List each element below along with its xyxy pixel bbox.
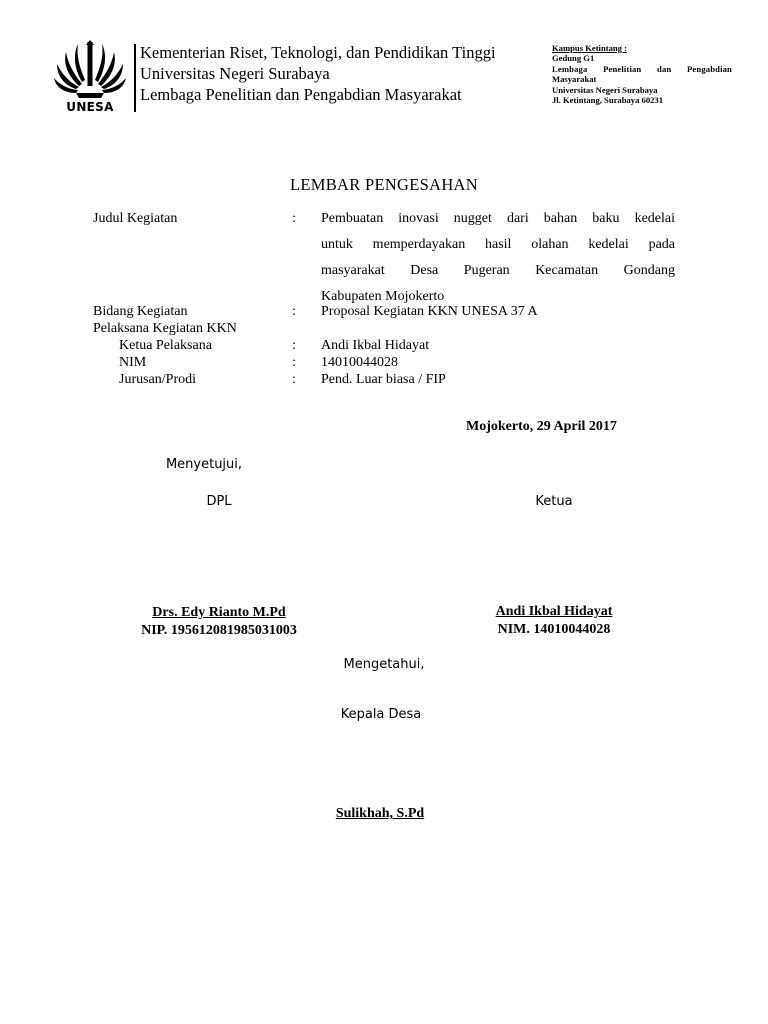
address-line: Lembaga Penelitian dan Pengabdian bbox=[552, 63, 732, 74]
judul-line: masyarakat Desa Pugeran Kecamatan Gondang bbox=[321, 263, 675, 278]
nim-colon: : bbox=[292, 355, 296, 370]
nim-value: 14010044028 bbox=[321, 355, 398, 370]
dpl-role: DPL bbox=[206, 494, 232, 509]
ministry-name: Kementerian Riset, Teknologi, dan Pendidikan Tinggi bbox=[140, 43, 496, 62]
ketua-signatory-nim: NIM. 14010044028 bbox=[497, 622, 611, 637]
judul-line: Kabupaten Mojokerto bbox=[321, 289, 445, 304]
ketua-signatory-name: Andi Ikbal Hidayat bbox=[495, 604, 613, 619]
unesa-emblem-icon bbox=[52, 40, 128, 100]
judul-line: Pembuatan inovasi nugget dari bahan baku kedelai bbox=[321, 211, 675, 226]
ketua-value: Andi Ikbal Hidayat bbox=[321, 338, 430, 353]
dpl-signatory-nip: NIP. 195612081985031003 bbox=[141, 623, 297, 638]
document-title: LEMBAR PENGESAHAN bbox=[290, 175, 478, 194]
bidang-label: Bidang Kegiatan bbox=[93, 304, 188, 319]
bidang-colon: : bbox=[292, 304, 296, 319]
letterhead-address bbox=[552, 43, 732, 105]
address-line: Masyarakat bbox=[552, 74, 597, 85]
institute-name: Lembaga Penelitian dan Pengabdian Masyarakat bbox=[140, 85, 462, 104]
letterhead-divider bbox=[134, 44, 136, 112]
ketua-role: Ketua bbox=[535, 494, 573, 509]
address-line: Jl. Ketintang, Surabaya 60231 bbox=[552, 95, 664, 106]
address-line: Universitas Negeri Surabaya bbox=[552, 84, 658, 95]
judul-value bbox=[321, 210, 675, 314]
mengetahui-label: Mengetahui, bbox=[343, 657, 425, 672]
jurusan-value: Pend. Luar biasa / FIP bbox=[321, 372, 446, 387]
jurusan-label: Jurusan/Prodi bbox=[119, 372, 196, 387]
judul-colon: : bbox=[292, 211, 296, 226]
kepala-desa-role: Kepala Desa bbox=[340, 707, 422, 722]
judul-label: Judul Kegiatan bbox=[93, 211, 178, 226]
place-date: Mojokerto, 29 April 2017 bbox=[466, 419, 617, 434]
university-name: Universitas Negeri Surabaya bbox=[140, 64, 330, 83]
logo-label: UNESA bbox=[66, 100, 114, 114]
unesa-logo bbox=[52, 40, 128, 118]
dpl-signatory-name: Drs. Edy Rianto M.Pd bbox=[152, 605, 286, 620]
letterhead-institution bbox=[140, 42, 496, 105]
bidang-value: Proposal Kegiatan KKN UNESA 37 A bbox=[321, 304, 538, 319]
pelaksana-heading: Pelaksana Kegiatan KKN bbox=[93, 321, 237, 336]
nim-label: NIM bbox=[119, 355, 147, 370]
jurusan-colon: : bbox=[292, 372, 296, 387]
judul-line: untuk memperdayakan hasil olahan kedelai pada bbox=[321, 237, 675, 252]
ketua-colon: : bbox=[292, 338, 296, 353]
kepala-desa-name: Sulikhah, S.Pd bbox=[335, 806, 425, 821]
menyetujui-label: Menyetujui, bbox=[165, 457, 243, 472]
address-line: Gedung G1 bbox=[552, 53, 595, 64]
address-line: Kampus Ketintang : bbox=[552, 43, 627, 53]
ketua-label: Ketua Pelaksana bbox=[119, 338, 212, 353]
